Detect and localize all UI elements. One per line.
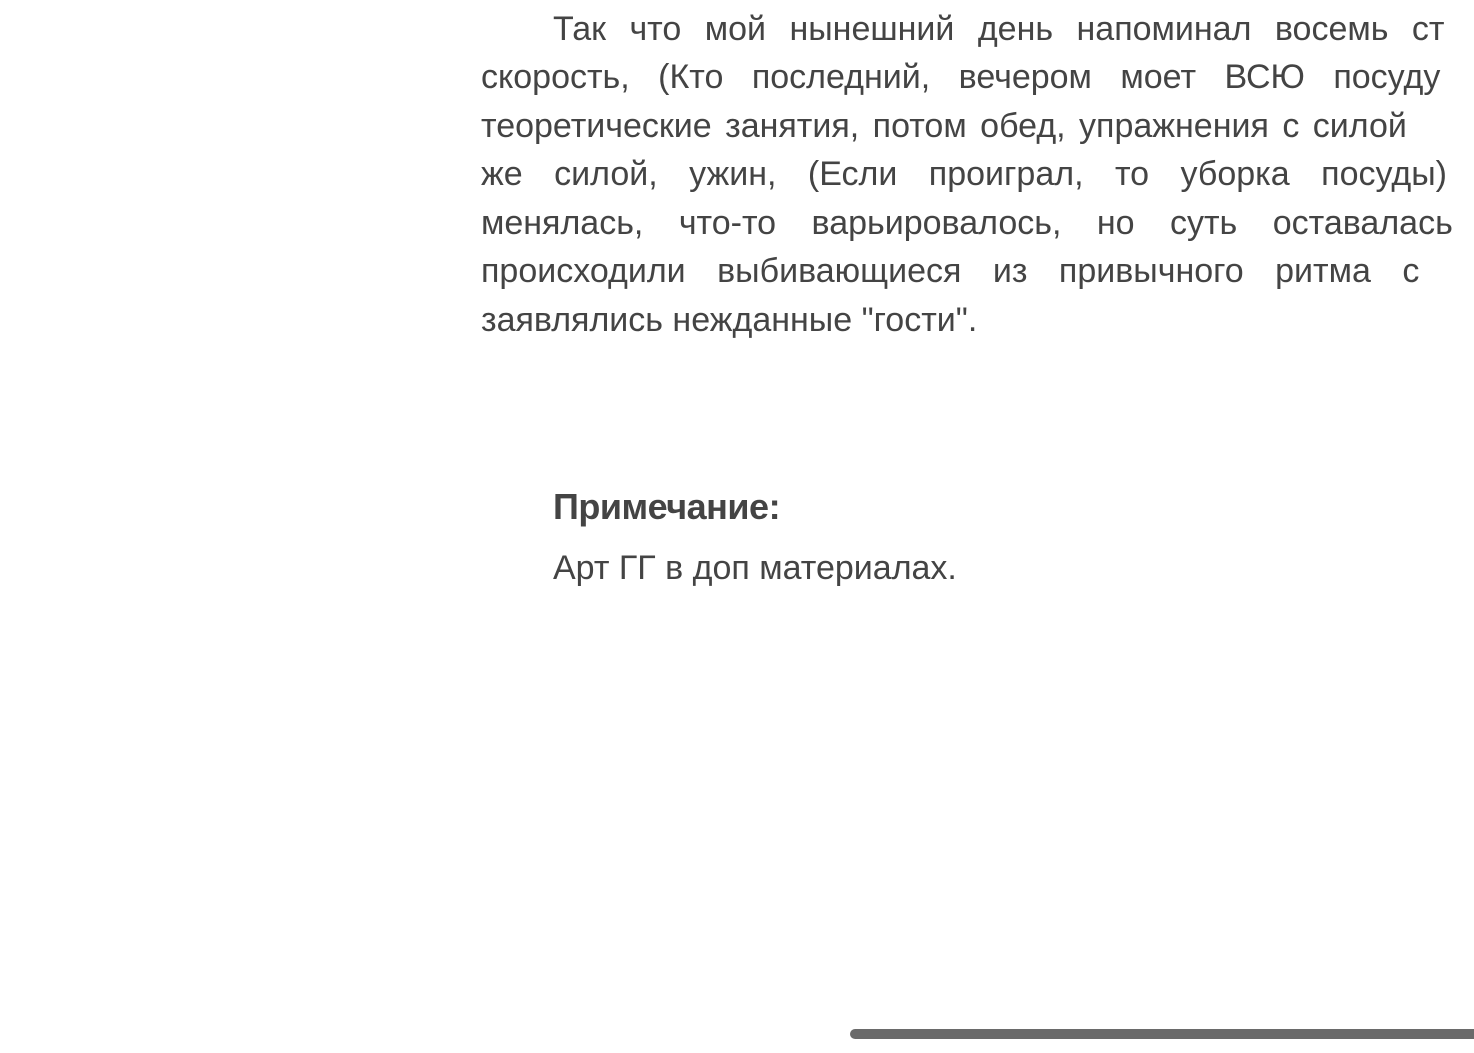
paragraph-line: происходили выбивающиеся из привычного ритма с [481, 252, 1420, 290]
paragraph-line: же силой, ужин, (Если проиграл, то уборка посуды) [481, 155, 1447, 193]
paragraph-line: менялась, что-то варьировалось, но суть оставалась [481, 204, 1453, 242]
note-text: Арт ГГ в доп материалах. [553, 549, 957, 587]
paragraph-line: скорость, (Кто последний, вечером моет ВСЮ посуду [481, 58, 1441, 96]
scrollbar-thumb[interactable] [850, 1029, 1474, 1039]
paragraph-line: заявлялись нежданные "гости". [481, 301, 978, 339]
horizontal-scrollbar[interactable] [850, 1029, 1474, 1039]
author-note [553, 480, 1353, 592]
paragraph-line: Так что мой нынешний день напоминал восемь ст [553, 10, 1445, 48]
note-title: Примечание: [553, 486, 781, 527]
paragraph-line: теоретические занятия, потом обед, упражнения с силой [481, 107, 1407, 145]
chapter-text [481, 0, 1474, 360]
